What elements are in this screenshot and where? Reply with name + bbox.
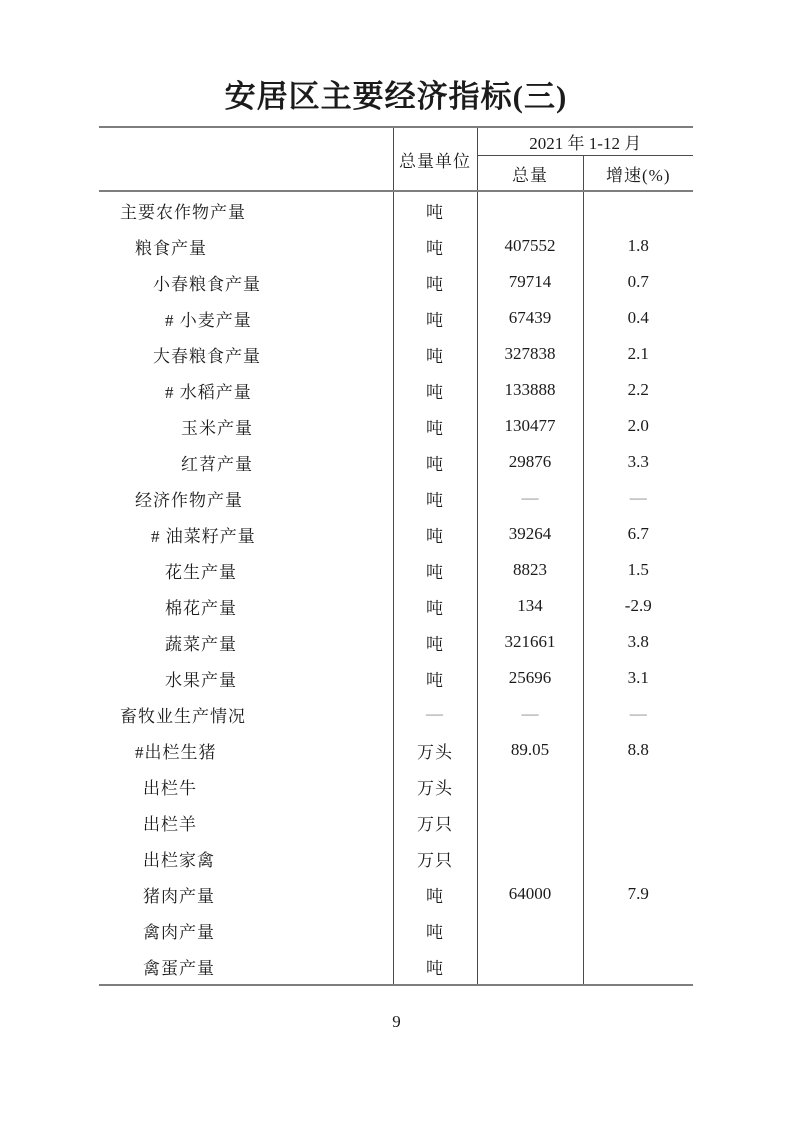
indicator-cell: 红苕产量 [181,454,253,474]
unit-cell: 万只 [393,804,477,840]
indicator-cell: 出栏羊 [143,814,197,834]
growth-cell [583,768,693,804]
table-row [99,480,693,516]
table-row [99,768,693,804]
unit-cell: 吨 [393,552,477,588]
total-cell: 39264 [477,516,583,552]
unit-cell: 吨 [393,912,477,948]
indicator-cell: 禽蛋产量 [143,958,215,978]
indicator-cell: # 水稻产量 [165,382,252,402]
indicator-cell: # 油菜籽产量 [151,526,256,546]
total-cell: — [477,480,583,516]
total-cell: — [477,696,583,732]
growth-cell [583,804,693,840]
indicator-cell: 蔬菜产量 [165,634,237,654]
table-row [99,840,693,876]
indicator-cell: 畜牧业生产情况 [120,706,246,726]
total-cell: 64000 [477,876,583,912]
unit-cell: 吨 [393,300,477,336]
unit-cell: 吨 [393,191,477,228]
unit-cell: 吨 [393,948,477,985]
growth-cell [583,912,693,948]
growth-cell: — [583,480,693,516]
total-cell: 29876 [477,444,583,480]
indicator-cell: 棉花产量 [165,598,237,618]
header-period: 2021 年 1-12 月 [477,127,693,156]
growth-cell: 3.3 [583,444,693,480]
header-total: 总量 [477,156,583,192]
growth-cell: 1.5 [583,552,693,588]
indicator-cell: 禽肉产量 [143,922,215,942]
unit-cell: — [393,696,477,732]
unit-cell: 吨 [393,264,477,300]
unit-cell: 吨 [393,516,477,552]
unit-cell: 吨 [393,444,477,480]
indicator-cell: 小春粮食产量 [153,274,261,294]
table-row [99,264,693,300]
growth-cell: 8.8 [583,732,693,768]
table-row [99,372,693,408]
total-cell: 8823 [477,552,583,588]
growth-cell: -2.9 [583,588,693,624]
total-cell [477,191,583,228]
growth-cell: 2.1 [583,336,693,372]
unit-cell: 吨 [393,372,477,408]
table-row [99,516,693,552]
growth-cell [583,948,693,985]
total-cell: 67439 [477,300,583,336]
indicator-cell: #出栏生猪 [135,742,217,762]
indicator-cell: 花生产量 [165,562,237,582]
header-row-1 [99,127,693,156]
unit-cell: 万只 [393,840,477,876]
total-cell: 321661 [477,624,583,660]
table-row [99,624,693,660]
table-header [99,127,693,191]
growth-cell: 2.0 [583,408,693,444]
indicator-cell: 粮食产量 [135,238,207,258]
indicator-cell: # 小麦产量 [165,310,252,330]
unit-cell: 吨 [393,336,477,372]
unit-cell: 吨 [393,624,477,660]
indicator-cell: 出栏家禽 [143,850,215,870]
indicator-cell: 玉米产量 [181,418,253,438]
table-row [99,588,693,624]
header-growth: 增速(%) [583,156,693,192]
growth-cell [583,840,693,876]
growth-cell: — [583,696,693,732]
unit-cell: 吨 [393,480,477,516]
growth-cell: 0.7 [583,264,693,300]
table-row [99,876,693,912]
unit-cell: 万头 [393,732,477,768]
indicators-table [99,126,693,986]
table-row [99,408,693,444]
total-cell: 25696 [477,660,583,696]
growth-cell: 7.9 [583,876,693,912]
table-row [99,336,693,372]
indicator-cell: 经济作物产量 [135,490,243,510]
unit-cell: 吨 [393,660,477,696]
total-cell: 134 [477,588,583,624]
table-row [99,444,693,480]
total-cell [477,912,583,948]
unit-cell: 吨 [393,876,477,912]
table-row [99,300,693,336]
indicator-cell: 大春粮食产量 [153,346,261,366]
total-cell: 89.05 [477,732,583,768]
growth-cell: 0.4 [583,300,693,336]
table-row [99,660,693,696]
total-cell: 133888 [477,372,583,408]
indicator-cell: 出栏牛 [143,778,197,798]
total-cell [477,840,583,876]
table-row [99,804,693,840]
growth-cell: 3.8 [583,624,693,660]
table-row [99,912,693,948]
indicator-cell: 主要农作物产量 [99,191,393,228]
growth-cell: 3.1 [583,660,693,696]
table-row [99,191,693,228]
total-cell: 130477 [477,408,583,444]
growth-cell: 2.2 [583,372,693,408]
total-cell: 327838 [477,336,583,372]
growth-cell: 1.8 [583,228,693,264]
unit-cell: 吨 [393,588,477,624]
table-row [99,696,693,732]
growth-cell: 6.7 [583,516,693,552]
table-row [99,552,693,588]
table-row [99,948,693,985]
total-cell: 79714 [477,264,583,300]
total-cell [477,948,583,985]
growth-cell [583,191,693,228]
page-title: 安居区主要经济指标(三) [224,79,568,114]
unit-cell: 万头 [393,768,477,804]
total-cell [477,804,583,840]
table-row [99,732,693,768]
table-body [99,191,693,985]
unit-cell: 吨 [393,408,477,444]
indicator-cell: 猪肉产量 [143,886,215,906]
total-cell [477,768,583,804]
header-unit: 总量单位 [393,127,477,191]
total-cell: 407552 [477,228,583,264]
unit-cell: 吨 [393,228,477,264]
header-indicator-blank [99,127,393,191]
page-number: 9 [392,1012,401,1031]
indicator-cell: 水果产量 [165,670,237,690]
table-row [99,228,693,264]
